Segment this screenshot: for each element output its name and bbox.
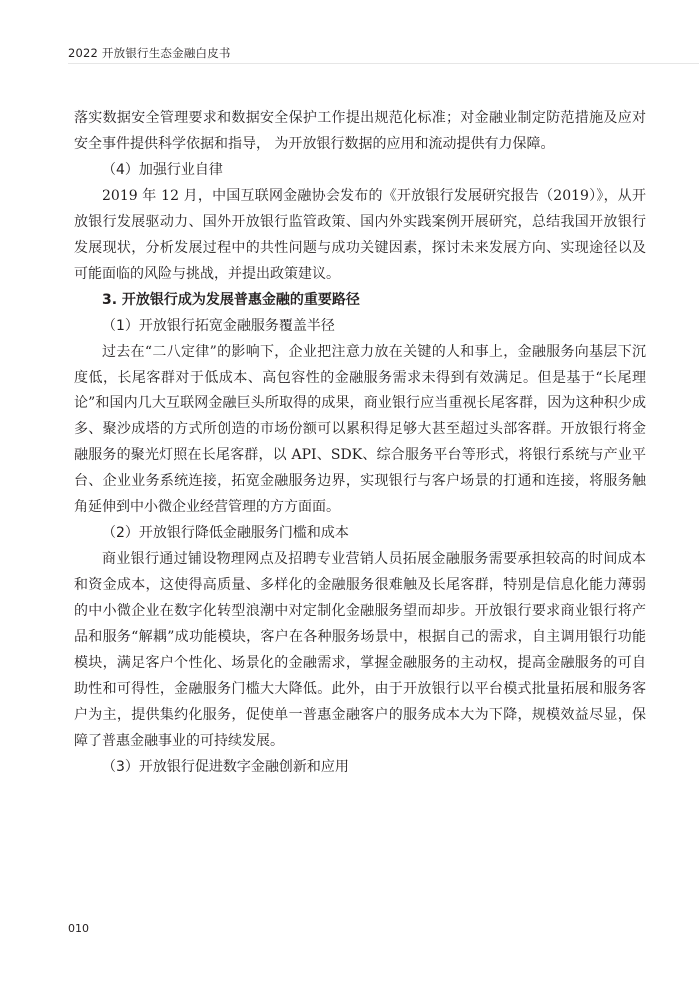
header-divider — [68, 63, 699, 64]
heading-industry-self-discipline: （4）加强行业自律 — [102, 161, 223, 178]
body-text — [74, 106, 646, 781]
page-number: 010 — [68, 922, 89, 935]
running-header: 2022 开放银行生态金融白皮书 — [68, 46, 231, 60]
paragraph-subsection-2: 商业银行通过铺设物理网点及招聘专业营销人员拓展金融服务需要承担较高的时间成本和资金成本，这使得高质量、多样化的金融服务很难触及长尾客群，特别是信息化能力薄弱的中小微企业在数字化转型浪潮中对定制化金融服务望而却步。开放银行要求商业银行将产品和服务“解耦”成功能模块，客户在各种服务场景中，根据自己的需求，自主调用银行功能模块，满足客户个性化、场景化的金融需求，掌握金融服务的主动权，提高金融服务的可自助性和可得性，金融服务门槛大大降低。此外，由于开放银行以平台模式批量拓展和服务客户为主，提供集约化服务，促使单一普惠金融客户的服务成本大为下降，规模效益尽显，保障了普惠金融事业的可持续发展。 — [74, 551, 646, 749]
paragraph-continued: 落实数据安全管理要求和数据安全保护工作提出规范化标准；对金融业制定防范措施及应对安全事件提供科学依据和指导， 为开放银行数据的应用和流动提供有力保障。 — [74, 110, 646, 152]
paragraph-report: 2019 年 12 月，中国互联网金融协会发布的《开放银行发展研究报告（2019）》，从开放银行发展驱动力、国外开放银行监管政策、国内外实践案例开展研究，总结我国开放银行发展现状，分析发展过程中的共性问题与成功关键因素，探讨未来发展方向、实现途径以及可能面临的风险与挑战，并提出政策建议。 — [74, 187, 646, 282]
heading-subsection-1: （1）开放银行拓宽金融服务覆盖半径 — [102, 317, 335, 334]
heading-subsection-3: （3）开放银行促进数字金融创新和应用 — [102, 758, 349, 775]
heading-section-3: 3. 开放银行成为发展普惠金融的重要路径 — [102, 291, 360, 308]
heading-subsection-2: （2）开放银行降低金融服务门槛和成本 — [102, 525, 349, 542]
paragraph-subsection-1: 过去在“二八定律”的影响下，企业把注意力放在关键的人和事上，金融服务向基层下沉度低，长尾客群对于低成本、高包容性的金融服务需求未得到有效满足。但是基于“长尾理论”和国内几大互联网金融巨头所取得的成果，商业银行应当重视长尾客群，因为这种积少成多、聚沙成塔的方式所创造的市场份额可以累积得足够大甚至超过头部客群。开放银行将金融服务的聚光灯照在长尾客群，以 API、SDK、综合服务平台等形式，将银行系统与产业平台、企业业务系统连接，拓宽金融服务边界，实现银行与客户场景的打通和连接，将服务触角延伸到中小微企业经营管理的方方面面。 — [74, 343, 646, 516]
